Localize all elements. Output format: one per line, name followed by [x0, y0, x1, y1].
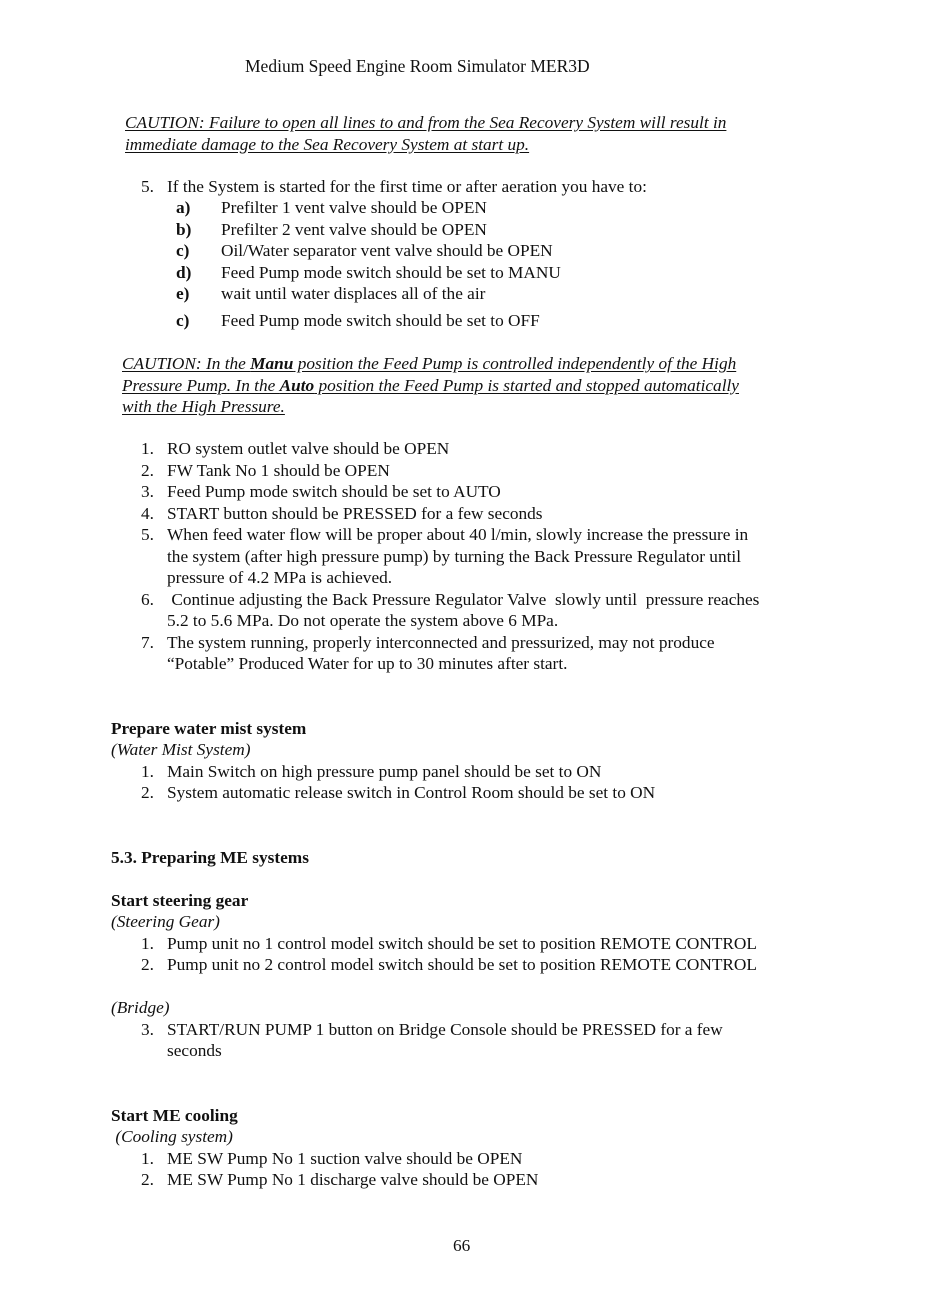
- sub-item-text: Oil/Water separator vent valve should be OPEN: [221, 241, 553, 260]
- caution-text-pre: CAUTION: In the: [122, 354, 251, 373]
- list-number: 1.: [141, 439, 154, 458]
- list-item: FW Tank No 1 should be OPEN: [167, 461, 390, 480]
- sub-item-text: wait until water displaces all of the air: [221, 284, 486, 303]
- list-item: Main Switch on high pressure pump panel should be set to ON: [167, 762, 602, 781]
- sub-item-letter: d): [176, 263, 192, 282]
- caution-text: [122, 353, 736, 375]
- sub-item-letter: b): [176, 220, 192, 239]
- steering-heading: Start steering gear: [111, 891, 249, 910]
- caution-bold-manu: Manu: [250, 354, 294, 373]
- page-header: Medium Speed Engine Room Simulator MER3D: [245, 56, 590, 76]
- caution-text-post: position the Feed Pump is controlled independently of the High: [293, 354, 737, 373]
- list-number: 2.: [141, 1170, 154, 1189]
- list-number: 2.: [141, 955, 154, 974]
- list-number: 4.: [141, 504, 154, 523]
- list-item: Pump unit no 1 control model switch should be set to position REMOTE CONTROL: [167, 934, 757, 953]
- cooling-heading: Start ME cooling: [111, 1106, 238, 1125]
- list-item: START button should be PRESSED for a few seconds: [167, 504, 543, 523]
- list-item-continued: “Potable” Produced Water for up to 30 minutes after start.: [167, 654, 568, 673]
- sub-item-text: Feed Pump mode switch should be set to MANU: [221, 263, 561, 282]
- list-item: System automatic release switch in Control Room should be set to ON: [167, 783, 656, 802]
- list-item-continued: pressure of 4.2 MPa is achieved.: [167, 568, 393, 587]
- list-item: START/RUN PUMP 1 button on Bridge Console should be PRESSED for a few: [167, 1020, 723, 1039]
- sub-item-letter: a): [176, 198, 191, 217]
- list-number: 6.: [141, 590, 154, 609]
- caution-feed-pump: [122, 353, 822, 418]
- caution-line: [122, 353, 822, 375]
- list-item: Pump unit no 2 control model switch should be set to position REMOTE CONTROL: [167, 955, 757, 974]
- cooling-subheading: (Cooling system): [111, 1127, 233, 1146]
- sub-item-letter: c): [176, 241, 190, 260]
- caution-line: immediate damage to the Sea Recovery System at start up.: [125, 134, 530, 154]
- list-number: 5.: [141, 177, 154, 196]
- list-number: 7.: [141, 633, 154, 652]
- caution-line: with the High Pressure.: [122, 397, 285, 416]
- list-item: RO system outlet valve should be OPEN: [167, 439, 450, 458]
- list-item-continued: the system (after high pressure pump) by turning the Back Pressure Regulator until: [167, 547, 741, 566]
- first-start-intro: If the System is started for the first time or after aeration you have to:: [167, 177, 647, 196]
- list-item: Continue adjusting the Back Pressure Regulator Valve slowly until pressure reaches: [167, 590, 760, 609]
- caution-text: [122, 375, 739, 397]
- sub-item-letter: c): [176, 311, 190, 330]
- caution-bold-auto: Auto: [279, 375, 315, 395]
- bridge-subheading: (Bridge): [111, 998, 170, 1017]
- water-mist-subheading: (Water Mist System): [111, 740, 251, 759]
- list-number: 1.: [141, 1149, 154, 1168]
- caution-text-post: position the Feed Pump is started and stopped automatically: [314, 375, 739, 395]
- list-number: 3.: [141, 482, 154, 501]
- sub-item-text: Feed Pump mode switch should be set to OFF: [221, 311, 540, 330]
- steering-subheading: (Steering Gear): [111, 912, 220, 931]
- caution-line: CAUTION: Failure to open all lines to and from the Sea Recovery System will result in: [125, 113, 727, 132]
- list-number: 5.: [141, 525, 154, 544]
- caution-line: [122, 375, 822, 397]
- caution-sea-recovery: [125, 112, 805, 155]
- list-number: 2.: [141, 461, 154, 480]
- sub-item-text: Prefilter 2 vent valve should be OPEN: [221, 220, 487, 239]
- list-number: 2.: [141, 783, 154, 802]
- list-item: When feed water flow will be proper about 40 l/min, slowly increase the pressure in: [167, 525, 749, 544]
- list-item: ME SW Pump No 1 suction valve should be OPEN: [167, 1149, 523, 1168]
- list-number: 1.: [141, 934, 154, 953]
- sub-item-letter: e): [176, 284, 190, 303]
- section-title: 5.3. Preparing ME systems: [111, 848, 309, 867]
- list-item: Feed Pump mode switch should be set to AUTO: [167, 482, 501, 501]
- caution-text-pre: Pressure Pump. In the: [122, 375, 280, 395]
- list-number: 3.: [141, 1020, 154, 1039]
- page-number: 66: [453, 1236, 471, 1255]
- list-item-continued: seconds: [167, 1041, 222, 1060]
- list-item-continued: 5.2 to 5.6 MPa. Do not operate the system above 6 MPa.: [167, 611, 559, 630]
- list-number: 1.: [141, 762, 154, 781]
- sub-item-text: Prefilter 1 vent valve should be OPEN: [221, 198, 487, 217]
- list-item: ME SW Pump No 1 discharge valve should be OPEN: [167, 1170, 539, 1189]
- list-item: The system running, properly interconnected and pressurized, may not produce: [167, 633, 715, 652]
- water-mist-heading: Prepare water mist system: [111, 719, 307, 738]
